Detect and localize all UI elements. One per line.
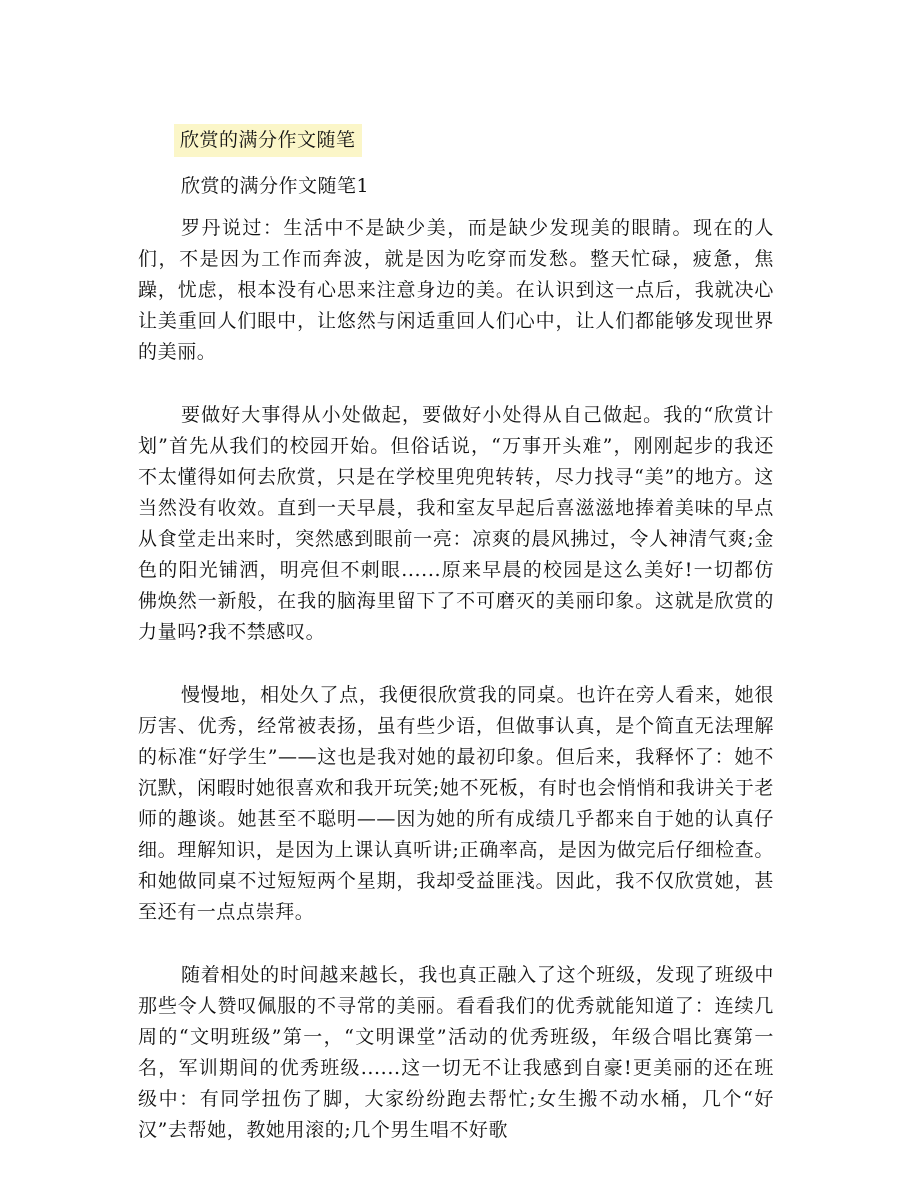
document-body [138,213,774,1178]
paragraph-3: 慢慢地，相处久了点，我便很欣赏我的同桌。也许在旁人看来，她很厉害、优秀，经常被表扬，虽有些少语，但做事认真，是个简直无法理解的标准“好学生”——这也是我对她的最初印象。但后来，我释怀了：她不沉默，闲暇时她很喜欢和我开玩笑;她不死板，有时也会悄悄和我讲关于老师的趣谈。她甚至不聪明——因为她的所有成绩几乎都来自于她的认真仔细。理解知识，是因为上课认真听讲;正确率高，是因为做完后仔细检查。和她做同桌不过短短两个星期，我却受益匪浅。因此，我不仅欣赏她，甚至还有一点点崇拜。 [138,684,774,923]
document-title: 欣赏的满分作文随笔 [174,124,362,157]
paragraph-1: 罗丹说过：生活中不是缺少美，而是缺少发现美的眼睛。现在的人们，不是因为工作而奔波，就是因为吃穿而发愁。整天忙碌，疲惫，焦躁，忧虑，根本没有心思来注意身边的美。在认识到这一点后，我就决心让美重回人们眼中，让悠然与闲适重回人们心中，让人们都能够发现世界的美丽。 [138,217,774,363]
document-subtitle: 欣赏的满分作文随笔1 [181,175,370,197]
paragraph-2: 要做好大事得从小处做起，要做好小处得从自己做起。我的“欣赏计划”首先从我们的校园开始。但俗话说，“万事开头难”，刚刚起步的我还不太懂得如何去欣赏，只是在学校里兜兜转转，尽力找寻“美”的地方。这当然没有收效。直到一天早晨，我和室友早起后喜滋滋地捧着美味的早点从食堂走出来时，突然感到眼前一亮：凉爽的晨风拂过，令人神清气爽;金色的阳光铺洒，明亮但不刺眼......原来早晨的校园是这么美好!一切都仿佛焕然一新般，在我的脑海里留下了不可磨灭的美丽印象。这就是欣赏的力量吗?我不禁感叹。 [138,404,774,643]
paragraph-4: 随着相处的时间越来越长，我也真正融入了这个班级，发现了班级中那些令人赞叹佩服的不寻常的美丽。看看我们的优秀就能知道了：连续几周的“文明班级”第一，“文明课堂”活动的优秀班级，年级合唱比赛第一名，军训期间的优秀班级......这一切无不让我感到自豪!更美丽的还在班级中：有同学扭伤了脚，大家纷纷跑去帮忙;女生搬不动水桶，几个“好汉”去帮她，教她用滚的;几个男生唱不好歌 [138,964,774,1141]
